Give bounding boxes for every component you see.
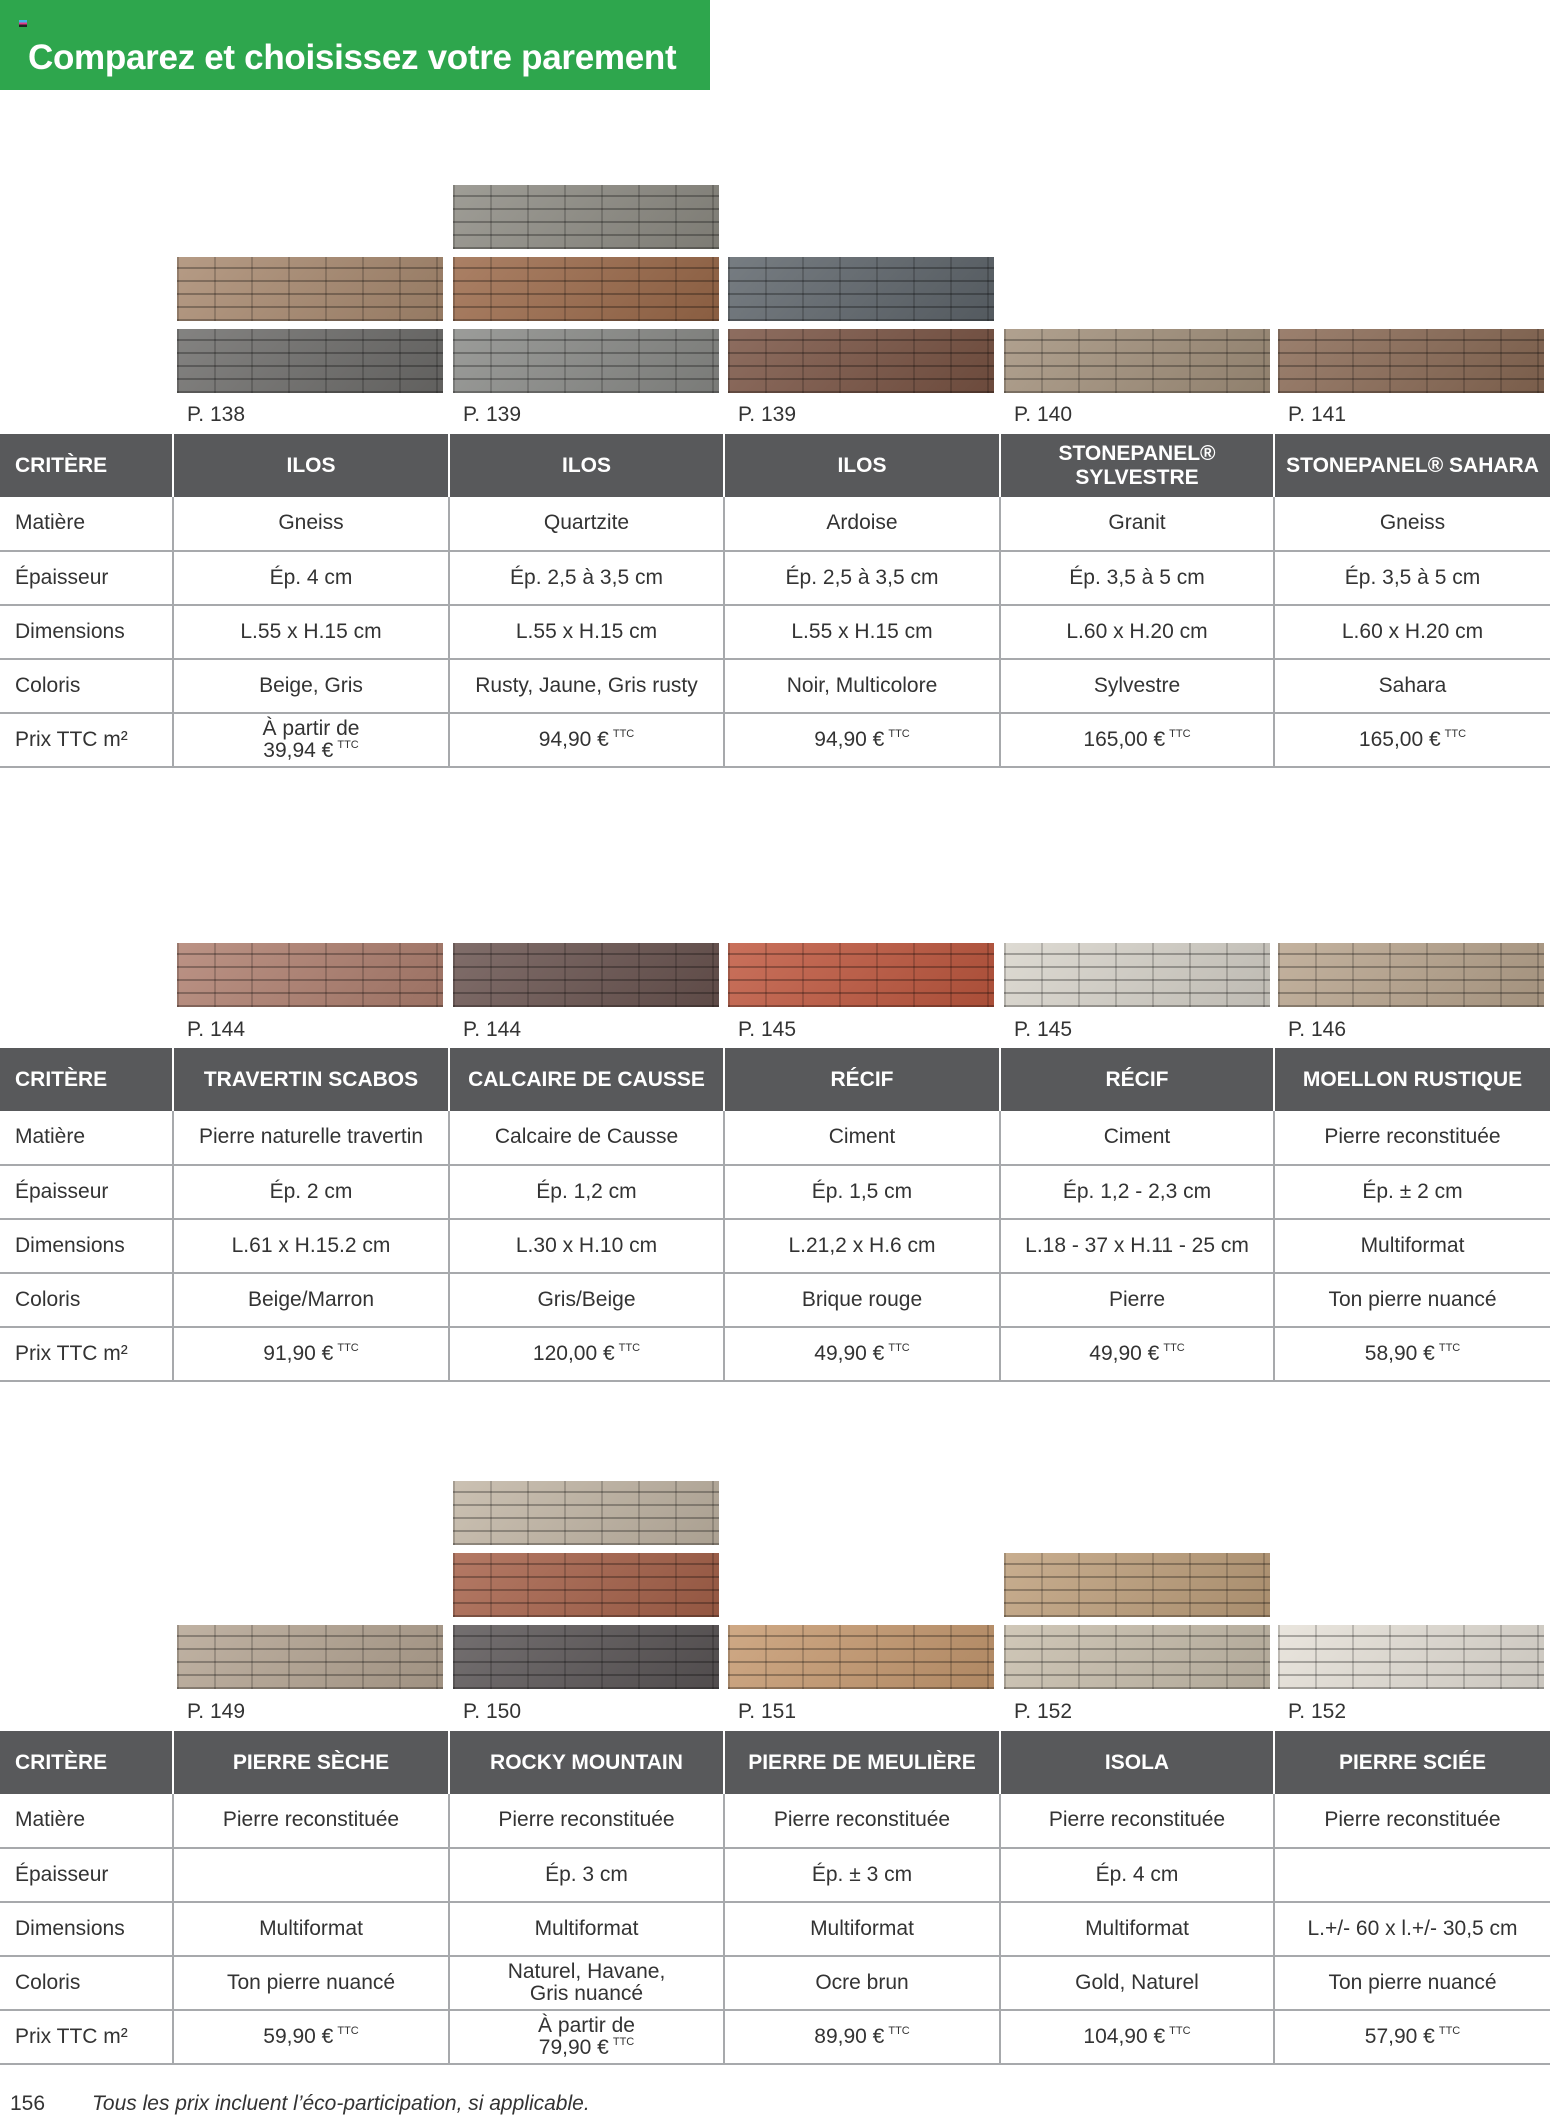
product-image-stack — [453, 1481, 719, 1689]
product-image-stack — [177, 1625, 443, 1689]
epaisseur-cell: Ép. 1,5 cm — [724, 1165, 1000, 1219]
epaisseur-cell: Ép. ± 3 cm — [724, 1848, 1000, 1902]
ttc-label: TTC — [612, 2036, 635, 2048]
product-name-header: CALCAIRE DE CAUSSE — [449, 1048, 724, 1111]
table-row — [0, 1902, 1550, 1956]
product-name-header: TRAVERTIN SCABOS — [173, 1048, 449, 1111]
product-name-header: PIERRE DE MEULIÈRE — [724, 1731, 1000, 1794]
epaisseur-cell — [173, 1848, 449, 1902]
row-label: Épaisseur — [0, 551, 173, 605]
row-label: Coloris — [0, 659, 173, 713]
matiere-cell: Granit — [1000, 497, 1274, 551]
dimensions-cell: L.30 x H.10 cm — [449, 1219, 724, 1273]
stone-sample-image — [1004, 1625, 1270, 1689]
dimensions-cell: L.60 x H.20 cm — [1000, 605, 1274, 659]
coloris-cell: Ocre brun — [724, 1956, 1000, 2010]
matiere-cell: Gneiss — [1274, 497, 1550, 551]
prix-cell — [724, 2010, 1000, 2064]
coloris-cell: Ton pierre nuancé — [173, 1956, 449, 2010]
table-row — [0, 1794, 1550, 1848]
coloris-cell: Noir, Multicolore — [724, 659, 1000, 713]
price-value: 59,90 € — [263, 2024, 334, 2048]
product-image-stack — [1004, 1553, 1270, 1689]
coloris-cell: Brique rouge — [724, 1273, 1000, 1327]
epaisseur-cell: Ép. 1,2 cm — [449, 1165, 724, 1219]
coloris-cell: Sylvestre — [1000, 659, 1274, 713]
product-image-stack — [1278, 1625, 1544, 1689]
dimensions-cell: L.60 x H.20 cm — [1274, 605, 1550, 659]
page-reference: P. 146 — [1288, 1018, 1347, 1041]
prix-cell — [1000, 2010, 1274, 2064]
footer-note: Tous les prix incluent l’éco-participation, si applicable. — [92, 2092, 590, 2115]
coloris-cell: Rusty, Jaune, Gris rusty — [449, 659, 724, 713]
ttc-label: TTC — [1169, 727, 1191, 740]
ttc-label: TTC — [1438, 2024, 1461, 2037]
prix-cell — [449, 2010, 724, 2064]
ttc-label: TTC — [337, 1341, 359, 1354]
stone-sample-image — [1004, 1553, 1270, 1617]
matiere-cell: Pierre naturelle travertin — [173, 1111, 449, 1165]
price-value: 94,90 € — [814, 727, 885, 751]
page-references — [0, 1700, 1550, 1724]
row-label: Épaisseur — [0, 1165, 173, 1219]
stone-sample-image — [177, 1625, 443, 1689]
criteria-header: CRITÈRE — [0, 1731, 173, 1794]
price-value: 57,90 € — [1364, 2024, 1435, 2048]
matiere-cell: Calcaire de Causse — [449, 1111, 724, 1165]
matiere-cell: Pierre reconstituée — [449, 1794, 724, 1848]
stone-sample-image — [453, 1553, 719, 1617]
price-value: 49,90 € — [814, 1341, 885, 1365]
matiere-cell: Quartzite — [449, 497, 724, 551]
matiere-cell: Gneiss — [173, 497, 449, 551]
price-value: À partir de 39,94 € — [262, 716, 360, 762]
product-image-stack — [728, 1625, 994, 1689]
dimensions-cell: L.21,2 x H.6 cm — [724, 1219, 1000, 1273]
dimensions-cell: Multiformat — [449, 1902, 724, 1956]
table-row — [0, 2010, 1550, 2064]
row-label: Matière — [0, 1794, 173, 1848]
price-value: 58,90 € — [1364, 1341, 1435, 1365]
matiere-cell: Pierre reconstituée — [1274, 1111, 1550, 1165]
matiere-cell: Pierre reconstituée — [724, 1794, 1000, 1848]
epaisseur-cell: Ép. ± 2 cm — [1274, 1165, 1550, 1219]
epaisseur-cell — [1274, 1848, 1550, 1902]
row-label: Prix TTC m² — [0, 1327, 173, 1381]
matiere-cell: Ciment — [1000, 1111, 1274, 1165]
dimensions-cell: L.55 x H.15 cm — [724, 605, 1000, 659]
price-value: 120,00 € — [532, 1341, 615, 1365]
comparison-table — [0, 1731, 1550, 2065]
page-reference: P. 141 — [1288, 403, 1347, 426]
matiere-cell: Pierre reconstituée — [1274, 1794, 1550, 1848]
page-reference: P. 145 — [1014, 1018, 1073, 1041]
dimensions-cell: L.18 - 37 x H.11 - 25 cm — [1000, 1219, 1274, 1273]
epaisseur-cell: Ép. 3 cm — [449, 1848, 724, 1902]
price-value: 165,00 € — [1358, 727, 1441, 751]
coloris-cell: Beige, Gris — [173, 659, 449, 713]
price-value: 94,90 € — [538, 727, 609, 751]
epaisseur-cell: Ép. 4 cm — [1000, 1848, 1274, 1902]
product-name-header: ILOS — [724, 434, 1000, 497]
ttc-label: TTC — [618, 1341, 641, 1354]
page-reference: P. 144 — [463, 1018, 522, 1041]
header-row — [0, 1731, 1550, 1794]
dimensions-cell: Multiformat — [1000, 1902, 1274, 1956]
page-reference: P. 151 — [738, 1700, 797, 1723]
product-name-header: ISOLA — [1000, 1731, 1274, 1794]
coloris-cell: Gris/Beige — [449, 1273, 724, 1327]
product-name-header: STONEPANEL® SYLVESTRE — [1000, 434, 1274, 497]
page-reference: P. 150 — [463, 1700, 522, 1723]
row-label: Dimensions — [0, 1902, 173, 1956]
page-reference: P. 139 — [463, 403, 522, 426]
table-row — [0, 1956, 1550, 2010]
ttc-label: TTC — [1163, 1341, 1185, 1354]
row-label: Matière — [0, 1111, 173, 1165]
criteria-header: CRITÈRE — [0, 1048, 173, 1111]
dimensions-cell: Multiformat — [724, 1902, 1000, 1956]
ttc-label: TTC — [888, 2024, 910, 2037]
product-name-header: PIERRE SCIÉE — [1274, 1731, 1550, 1794]
page-reference: P. 149 — [187, 1700, 246, 1723]
stone-sample-image — [453, 1481, 719, 1545]
matiere-cell: Pierre reconstituée — [1000, 1794, 1274, 1848]
epaisseur-cell: Ép. 3,5 à 5 cm — [1000, 551, 1274, 605]
prix-cell — [173, 2010, 449, 2064]
row-label: Dimensions — [0, 605, 173, 659]
product-name-header: STONEPANEL® SAHARA — [1274, 434, 1550, 497]
page-reference: P. 139 — [738, 403, 797, 426]
product-name-header: ROCKY MOUNTAIN — [449, 1731, 724, 1794]
ttc-label: TTC — [1169, 2024, 1191, 2037]
stone-sample-image — [453, 1625, 719, 1689]
product-name-header: RÉCIF — [1000, 1048, 1274, 1111]
stone-sample-image — [1278, 1625, 1544, 1689]
coloris-cell: Naturel, Havane, Gris nuancé — [449, 1956, 724, 2010]
page-reference: P. 144 — [187, 1018, 246, 1041]
prix-cell — [1274, 2010, 1550, 2064]
matiere-cell: Pierre reconstituée — [173, 1794, 449, 1848]
row-label: Prix TTC m² — [0, 713, 173, 767]
dimensions-cell: L.+/- 60 x l.+/- 30,5 cm — [1274, 1902, 1550, 1956]
epaisseur-cell: Ép. 2,5 à 3,5 cm — [449, 551, 724, 605]
coloris-cell: Pierre — [1000, 1273, 1274, 1327]
product-name-header: MOELLON RUSTIQUE — [1274, 1048, 1550, 1111]
ttc-label: TTC — [612, 727, 635, 740]
price-value: 49,90 € — [1089, 1341, 1160, 1365]
ttc-label: TTC — [1438, 1341, 1461, 1354]
coloris-cell: Beige/Marron — [173, 1273, 449, 1327]
price-value: 89,90 € — [814, 2024, 885, 2048]
row-label: Coloris — [0, 1956, 173, 2010]
epaisseur-cell: Ép. 2 cm — [173, 1165, 449, 1219]
epaisseur-cell: Ép. 4 cm — [173, 551, 449, 605]
product-name-header: RÉCIF — [724, 1048, 1000, 1111]
epaisseur-cell: Ép. 3,5 à 5 cm — [1274, 551, 1550, 605]
row-label: Épaisseur — [0, 1848, 173, 1902]
coloris-cell: Ton pierre nuancé — [1274, 1956, 1550, 2010]
dimensions-cell: L.61 x H.15.2 cm — [173, 1219, 449, 1273]
ttc-label: TTC — [888, 1341, 910, 1354]
ttc-label: TTC — [337, 739, 359, 751]
page-number: 156 — [10, 2092, 46, 2115]
page-reference: P. 145 — [738, 1018, 797, 1041]
page-reference: P. 138 — [187, 403, 246, 426]
row-label: Matière — [0, 497, 173, 551]
ttc-label: TTC — [337, 2024, 359, 2037]
price-value: 104,90 € — [1083, 2024, 1166, 2048]
matiere-cell: Ardoise — [724, 497, 1000, 551]
dimensions-cell: Multiformat — [1274, 1219, 1550, 1273]
epaisseur-cell: Ép. 2,5 à 3,5 cm — [724, 551, 1000, 605]
price-value: 91,90 € — [263, 1341, 334, 1365]
dimensions-cell: L.55 x H.15 cm — [449, 605, 724, 659]
ttc-label: TTC — [888, 727, 910, 740]
ttc-label: TTC — [1444, 727, 1467, 740]
coloris-cell: Sahara — [1274, 659, 1550, 713]
stone-sample-image — [728, 1625, 994, 1689]
row-label: Dimensions — [0, 1219, 173, 1273]
product-name-header: ILOS — [449, 434, 724, 497]
row-label: Coloris — [0, 1273, 173, 1327]
price-value: À partir de 79,90 € — [538, 2013, 635, 2059]
page-reference: P. 140 — [1014, 403, 1073, 426]
page-reference: P. 152 — [1014, 1700, 1073, 1723]
page-title: Comparez et choisissez votre parement — [28, 38, 677, 77]
coloris-cell: Gold, Naturel — [1000, 1956, 1274, 2010]
row-label: Prix TTC m² — [0, 2010, 173, 2064]
epaisseur-cell: Ép. 1,2 - 2,3 cm — [1000, 1165, 1274, 1219]
coloris-cell: Ton pierre nuancé — [1274, 1273, 1550, 1327]
dimensions-cell: L.55 x H.15 cm — [173, 605, 449, 659]
matiere-cell: Ciment — [724, 1111, 1000, 1165]
table-row — [0, 1848, 1550, 1902]
page-reference: P. 152 — [1288, 1700, 1347, 1723]
dimensions-cell: Multiformat — [173, 1902, 449, 1956]
price-value: 165,00 € — [1083, 727, 1166, 751]
product-name-header: ILOS — [173, 434, 449, 497]
criteria-header: CRITÈRE — [0, 434, 173, 497]
product-name-header: PIERRE SÈCHE — [173, 1731, 449, 1794]
